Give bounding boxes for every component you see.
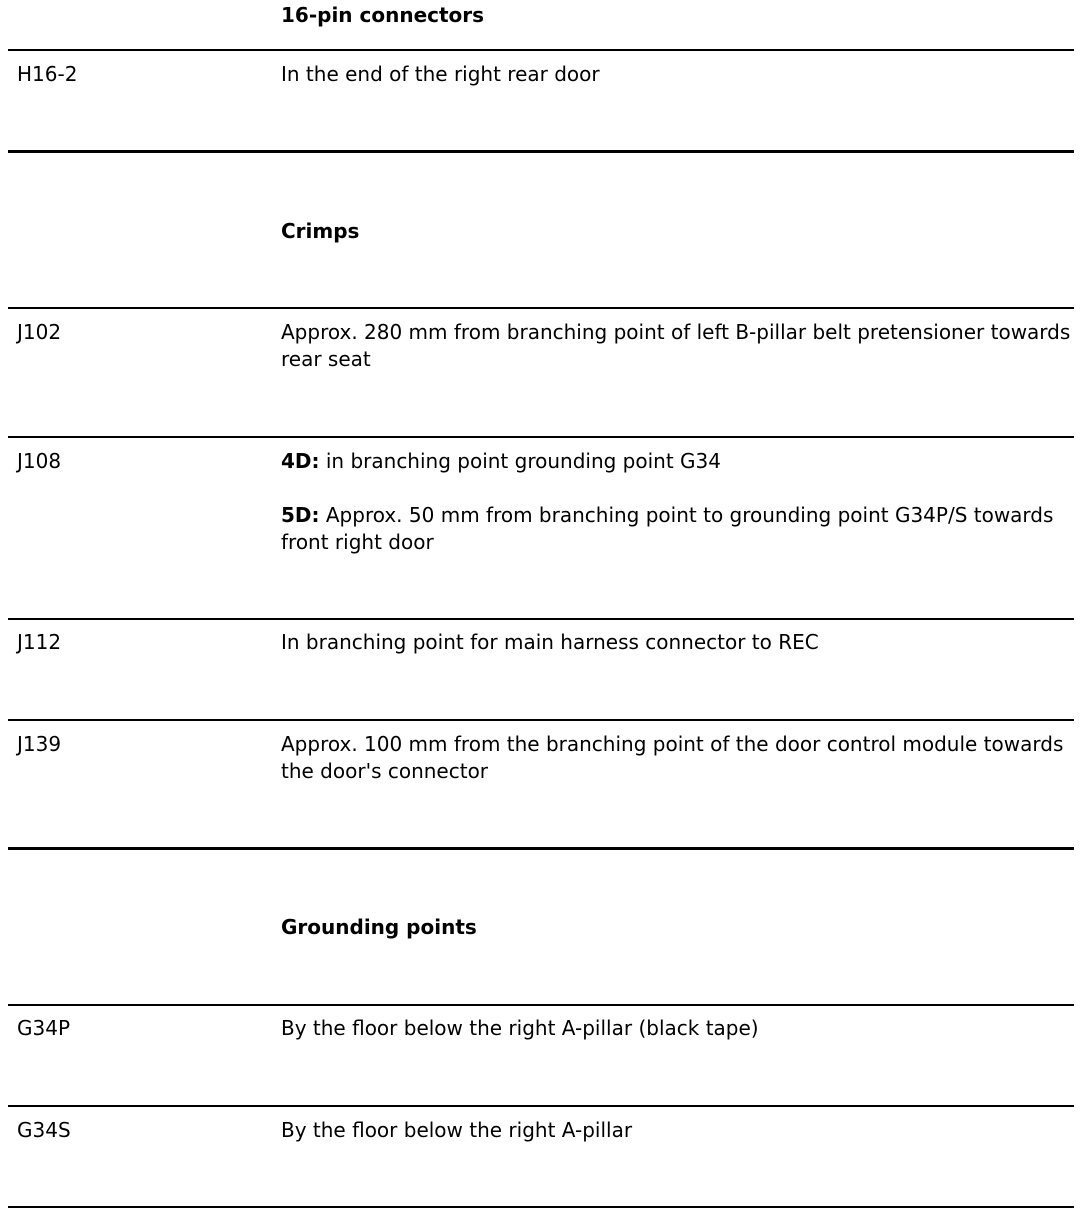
crimp-description-j112: In branching point for main harness connector to REC [281, 630, 819, 654]
grounding-description-g34p: By the floor below the right A-pillar (black tape) [281, 1016, 759, 1040]
section-heading-crimps: Crimps [281, 219, 360, 243]
row-divider [8, 618, 1074, 620]
crimp-code-j139: J139 [17, 732, 62, 756]
row-divider [8, 436, 1074, 438]
crimp-description-j139: Approx. 100 mm from the branching point of the door control module towards the door's connector [281, 732, 1064, 783]
row-divider [8, 719, 1074, 721]
section-heading-grounding-points: Grounding points [281, 915, 477, 939]
connector-description-h16-2: In the end of the right rear door [281, 62, 600, 86]
variant-4d-paragraph [281, 448, 1081, 475]
row-divider [8, 307, 1074, 309]
variant-4d-label: 4D: [281, 449, 320, 473]
variant-5d-text: Approx. 50 mm from branching point to grounding point G34P/S towards front right door [281, 503, 1054, 554]
grounding-code-g34s: G34S [17, 1118, 71, 1142]
crimp-description-j108 [281, 448, 1081, 556]
row-divider [8, 49, 1074, 51]
grounding-code-g34p: G34P [17, 1016, 71, 1040]
crimp-code-j112: J112 [17, 630, 62, 654]
variant-4d-text: in branching point grounding point G34 [319, 449, 721, 473]
section-heading-connectors: 16-pin connectors [281, 3, 485, 27]
section-divider [8, 847, 1074, 850]
row-divider [8, 1004, 1074, 1006]
crimp-code-j108: J108 [17, 449, 62, 473]
row-divider [8, 1105, 1074, 1107]
connector-code-h16-2: H16-2 [17, 62, 78, 86]
grounding-description-g34s: By the floor below the right A-pillar [281, 1118, 633, 1142]
crimp-code-j102: J102 [17, 320, 62, 344]
variant-5d-paragraph [281, 502, 1081, 556]
section-divider [8, 150, 1074, 153]
crimp-description-j102: Approx. 280 mm from branching point of left B-pillar belt pretensioner towards rear seat [281, 320, 1071, 371]
row-divider [8, 1206, 1074, 1208]
variant-5d-label: 5D: [281, 503, 320, 527]
